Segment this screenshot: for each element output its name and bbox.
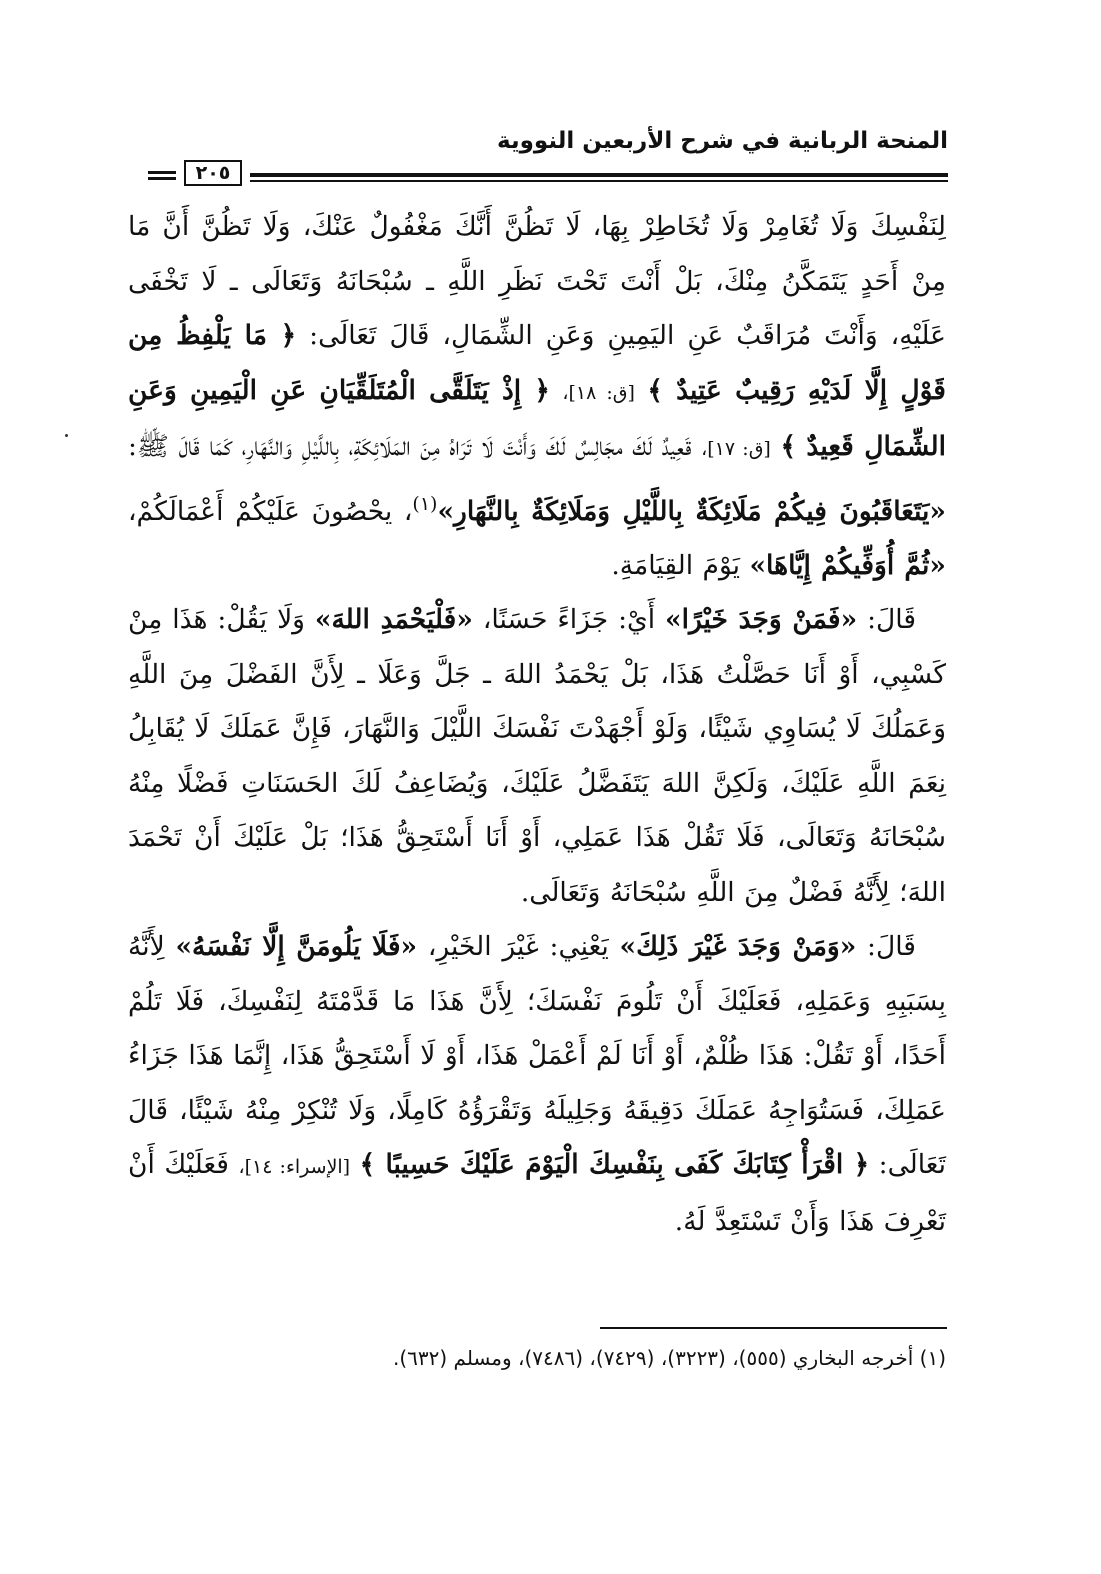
hadith-quote-2: «ثُمَّ أُوَفِّيكُمْ إِيَّاهَا» <box>749 549 946 581</box>
header-rule-short-bottom <box>148 177 176 180</box>
paragraph-3-lead: قَالَ: <box>867 931 916 963</box>
quran-verse-1: ﴿ مَا يَلْفِظُ مِن قَوْلٍ إِلَّا لَدَيْهِ رَقِيبٌ عَتِيدٌ ﴾ <box>128 320 946 406</box>
paragraph-3-text-a: يَعْنِي: غَيْرَ الخَيْرِ، <box>427 931 609 963</box>
paragraph-1-text: لِنَفْسِكَ وَلَا تُغَامِرْ وَلَا تُخَاطِرْ بِهَا، لَا تَظُنَّ أَنَّكَ مَغْفُولٌ عَنْكَ، وَلَا تَظُنَّ أَنَّ مَا مِنْ أَحَدٍ يَتَمَكَّنُ مِنْكَ، بَلْ أَنْتَ تَحْتَ نَظَرِ اللَّهِ ـ سُبْحَانَهُ وَتَعَالَى ـ لَا تَخْفَى عَلَيْهِ، وَأَنْتَ مُرَاقَبٌ عَنِ اليَمِينِ وَعَنِ الشِّمَالِ، قَالَ تَعَالَى: <box>128 211 946 351</box>
hadith-quote-1: «يَتَعَاقَبُونَ فِيكُمْ مَلَائِكَةٌ بِاللَّيْلِ وَمَلَائِكَةٌ بِالنَّهَارِ» <box>437 495 946 527</box>
paragraph-1-continued: قَعِيدٌ لَكَ مجَالِسٌ لَكَ وَأَنْتَ لَا تَرَاهُ مِنَ المَلَائِكَةِ، بِاللَّيْلِ وَالنَّهَارِ، كَمَا قَالَ ﷺ: <box>128 431 692 462</box>
footnote-marker: (١) <box>412 492 438 515</box>
running-header <box>148 120 948 186</box>
header-rule-short-top <box>148 171 176 174</box>
page-number: ٢٠٥ <box>184 160 242 186</box>
header-rule-thick <box>250 173 948 177</box>
paragraph-1-end: يَوْمَ القِيَامَةِ. <box>611 549 741 581</box>
book-title: المنحة الربانية في شرح الأربعين النووية <box>497 128 948 154</box>
verse-2-reference: [ق: ١٧]، <box>701 438 771 460</box>
scan-speck <box>65 434 68 437</box>
paragraph-3 <box>128 920 946 1249</box>
paragraph-2-lead: قَالَ: <box>867 604 916 636</box>
verse-3-reference: [الإسراء: ١٤]، <box>238 1156 351 1179</box>
hadith-quote-5: «وَمَنْ وَجَدَ غَيْرَ ذَلِكَ» <box>619 931 857 963</box>
hadith-quote-4: «فَلْيَحْمَدِ اللهَ» <box>314 604 473 636</box>
footnote-1: (١) أخرجه البخاري (٥٥٥)، (٣٢٢٣)، (٧٤٢٩)، (٧٤٨٦)، ومسلم (٦٣٢). <box>392 1346 946 1370</box>
header-rule-thin <box>250 180 948 182</box>
paragraph-3-text-b: لِأَنَّهُ بِسَبَبِهِ وَعَمَلِهِ، فَعَلَيْكَ أَنْ تَلُومَ نَفْسَكَ؛ لِأَنَّ هَذَا مَا قَدَّمْتَهُ لِنَفْسِكَ، فَلَا تَلُمْ أَحَدًا، أَوْ تَقُلْ: هَذَا ظُلْمٌ، أَوْ أَنَا لَمْ أَعْمَلْ هَذَا، أَوْ لَا أَسْتَحِقُّ هَذَا، إِنَّمَا هَذَا جَزَاءُ عَمَلِكَ، فَسَتُوَاجِهُ عَمَلَكَ دَقِيقَهُ وَجَلِيلَهُ وَتَقْرَؤُهُ كَامِلًا، وَلَا تُنْكِرْ مِنْهُ شَيْئًا، قَالَ تَعَالَى: <box>128 931 946 1181</box>
verse-1-reference: [ق: ١٨]، <box>562 381 635 404</box>
paragraph-3-text-c: فَعَلَيْكَ أَنْ تَعْرِفَ هَذَا وَأَنْ تَسْتَعِدَّ لَهُ. <box>128 1149 946 1237</box>
paragraph-2-text-b: وَلَا يَقُلْ: هَذَا مِنْ كَسْبِي، أَوْ أَنَا حَصَّلْتُ هَذَا، بَلْ يَحْمَدُ اللهَ ـ جَلَّ وَعَلَا ـ لِأَنَّ الفَضْلَ مِنَ اللَّهِ وَعَمَلُكَ لَا يُسَاوِي شَيْئًا، وَلَوْ أَجْهَدْتَ نَفْسَكَ اللَّيْلَ وَالنَّهَارَ، فَإِنَّ عَمَلَكَ لَا يُقَابِلُ نِعَمَ اللَّهِ عَلَيْكَ، وَلَكِنَّ اللهَ يَتَفَضَّلُ عَلَيْكَ، وَيُضَاعِفُ لَكَ الحَسَنَاتِ فَضْلًا مِنْهُ سُبْحَانَهُ وَتَعَالَى، فَلَا تَقُلْ هَذَا عَمَلِي، أَوْ أَنَا أَسْتَحِقُّ هَذَا؛ بَلْ عَلَيْكَ أَنْ تَحْمَدَ اللهَ؛ لِأَنَّهُ فَضْلٌ مِنَ اللَّهِ سُبْحَانَهُ وَتَعَالَى. <box>128 604 946 908</box>
quran-verse-2: ﴿ إِذْ يَتَلَقَّى الْمُتَلَقِّيَانِ عَنِ الْيَمِينِ وَعَنِ الشِّمَالِ قَعِيدٌ ﴾ <box>128 374 946 462</box>
paragraph-2-text-a: أَيْ: جَزَاءً حَسَنًا، <box>482 604 656 636</box>
hadith-quote-3: «فَمَنْ وَجَدَ خَيْرًا» <box>665 604 858 636</box>
footnote-separator <box>600 1327 947 1329</box>
paragraph-2 <box>128 593 946 920</box>
header-rule <box>148 164 948 186</box>
paragraph-1 <box>128 200 946 593</box>
quran-verse-3: ﴿ اقْرَأْ كِتَابَكَ كَفَى بِنَفْسِكَ الْيَوْمَ عَلَيْكَ حَسِيبًا ﴾ <box>359 1149 870 1181</box>
main-text <box>128 200 946 1249</box>
hadith-quote-6: «فَلَا يَلُومَنَّ إِلَّا نَفْسَهُ» <box>175 931 418 963</box>
paragraph-1-continued-2: ، يحْصُونَ عَلَيْكُمْ أَعْمَالَكُمْ، <box>128 495 413 527</box>
